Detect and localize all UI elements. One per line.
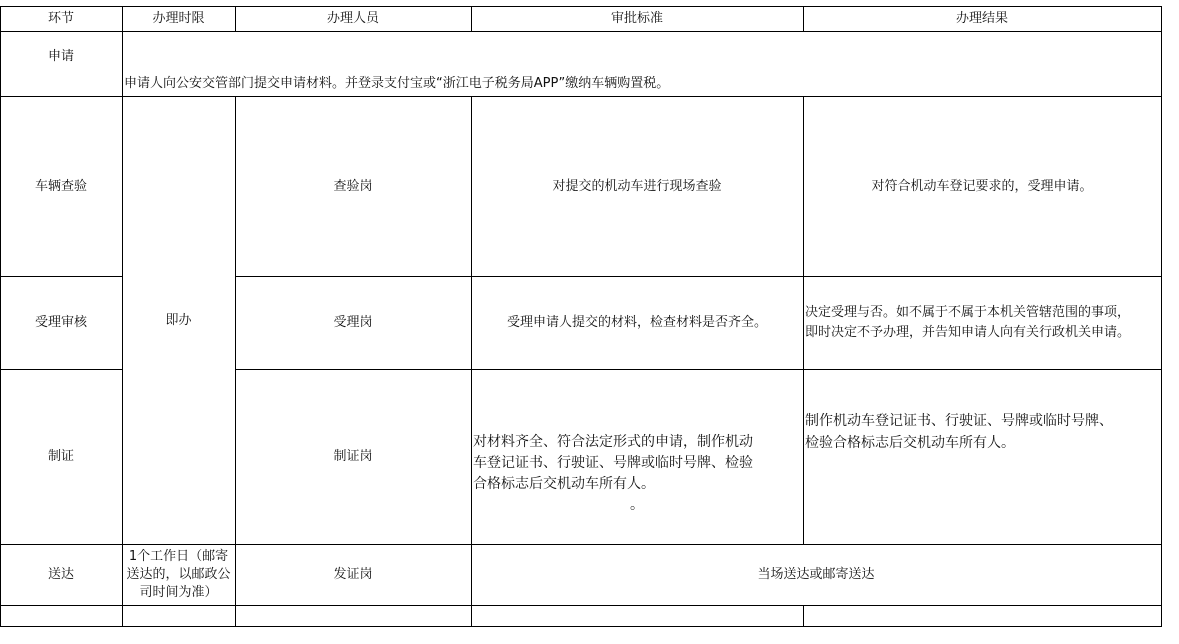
standard-certify-line4: 。 — [630, 497, 644, 513]
header-personnel: 办理人员 — [326, 11, 379, 26]
standard-inspect: 对提交的机动车进行现场查验 — [552, 178, 722, 194]
result-review-line1: 决定受理与否。如不属于不属于本机关管辖范围的事项， — [805, 305, 1131, 320]
header-stage: 环节 — [47, 11, 74, 26]
result-certify — [803, 370, 1161, 544]
header-result: 办理结果 — [955, 11, 1008, 26]
result-certify-line2: 检验合格标志后交机动车所有人。 — [805, 435, 1015, 451]
personnel-inspect: 查验岗 — [333, 178, 373, 194]
stage-certify: 制证 — [47, 449, 74, 464]
apply-content: 申请人向公安交管部门提交申请材料。并登录支付宝或“浙江电子税务局APP”缴纳车辆购置税。 — [124, 76, 670, 91]
personnel-certify: 制证岗 — [333, 449, 373, 464]
stage-apply: 申请 — [47, 49, 74, 64]
standard-certify-line2: 车登记证书、行驶证、号牌或临时号牌、检验 — [473, 455, 753, 471]
stage-review: 受理审核 — [34, 315, 87, 330]
border-col4-bottom — [803, 605, 804, 627]
stage-deliver: 送达 — [47, 567, 74, 582]
standard-certify-line1: 对材料齐全、符合法定形式的申请，制作机动 — [473, 434, 753, 450]
personnel-review: 受理岗 — [333, 315, 373, 330]
header-standard: 审批标准 — [610, 11, 663, 26]
standard-certify — [471, 370, 803, 544]
header-time-limit: 办理时限 — [152, 11, 205, 26]
time-limit-deliver-line3: 司时间为准） — [139, 585, 218, 600]
border-deliver-bottom — [0, 605, 1162, 606]
personnel-deliver: 发证岗 — [333, 567, 373, 582]
border-bottom — [0, 626, 1162, 627]
result-review-line2: 即时决定不予办理，并告知申请人向有关行政机关申请。 — [805, 325, 1131, 340]
time-limit-deliver — [122, 545, 235, 605]
time-limit-deliver-line1: 1个工作日（邮寄 — [128, 549, 229, 564]
standard-result-deliver: 当场送达或邮寄送达 — [757, 567, 875, 582]
result-review — [803, 277, 1161, 369]
standard-review: 受理申请人提交的材料，检查材料是否齐全。 — [506, 315, 767, 330]
result-certify-line1: 制作机动车登记证书、行驶证、号牌或临时号牌、 — [805, 413, 1113, 429]
standard-certify-line3: 合格标志后交机动车所有人。 — [473, 476, 655, 492]
stage-inspect: 车辆查验 — [34, 178, 87, 194]
time-limit-immediate: 即办 — [165, 312, 192, 328]
result-inspect: 对符合机动车登记要求的，受理申请。 — [871, 178, 1093, 194]
border-right — [1161, 6, 1162, 627]
time-limit-deliver-line2: 送达的，以邮政公 — [126, 567, 231, 582]
approval-process-table — [0, 6, 1162, 627]
